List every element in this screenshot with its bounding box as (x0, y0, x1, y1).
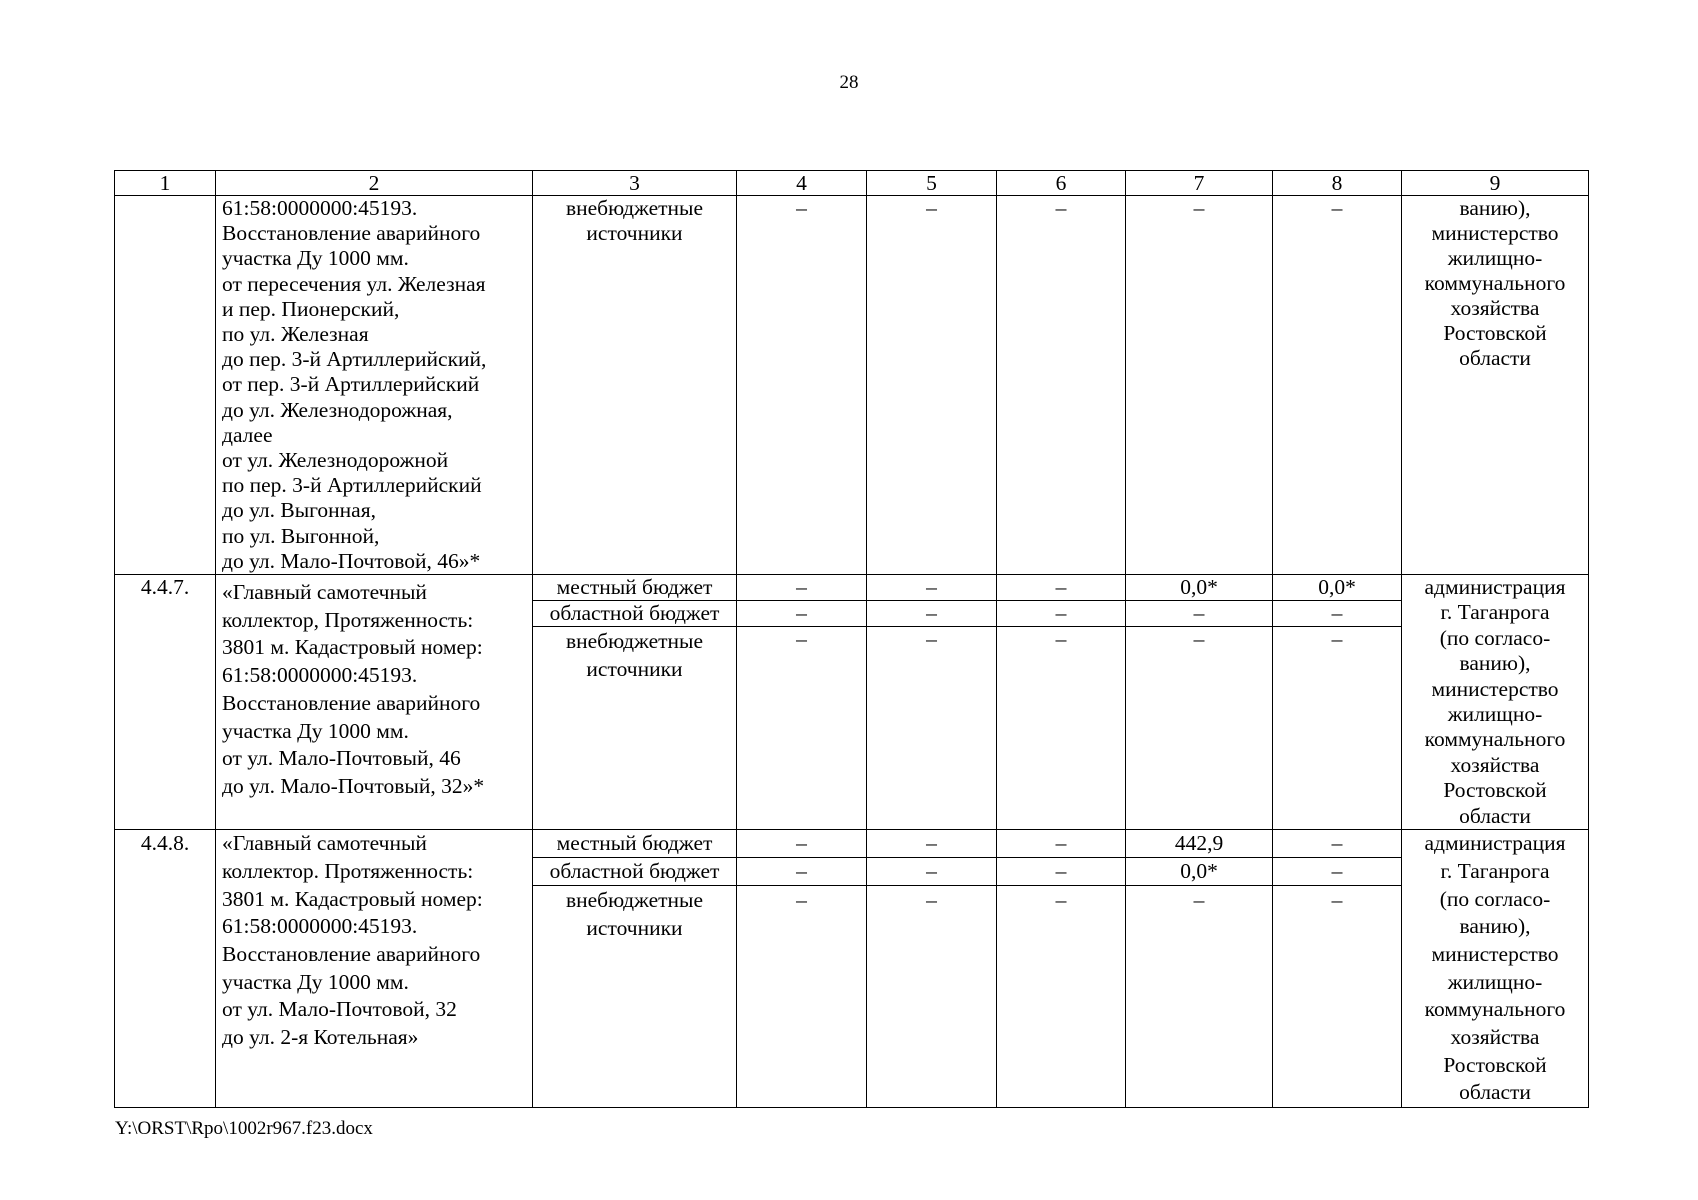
value-col-6: – (997, 886, 1126, 1108)
header-col-1: 1 (115, 171, 216, 196)
value-col-5: – (867, 601, 997, 627)
source-name: внебюджетные источники (533, 886, 737, 1108)
row-number (115, 196, 216, 575)
value-col-4: – (737, 886, 867, 1108)
value-col-7: – (1126, 601, 1273, 627)
table-row (115, 830, 1589, 858)
source-name: областной бюджет (533, 858, 737, 886)
source-name: внебюджетные источники (533, 196, 737, 575)
value-col-7: 0,0* (1126, 575, 1273, 601)
header-col-5: 5 (867, 171, 997, 196)
value-col-7: – (1126, 627, 1273, 830)
header-row (115, 171, 1589, 196)
page-number: 28 (839, 72, 859, 93)
value-col-4: – (737, 601, 867, 627)
row-description: «Главный самотечный коллектор, Протяженность: 3801 м. Кадастровый номер: 61:58:0000000:45193. Восстановление аварийного участка Ду 1000 мм. от ул. Мало-Почтовый, 46 до ул. Мало-Почтовый, 32»* (216, 575, 533, 830)
header-col-8: 8 (1273, 171, 1402, 196)
responsible-executor: администрация г. Таганрога (по согласо- ванию), министерство жилищно- коммунального хозяйства Ростовской области (1402, 830, 1589, 1108)
value-col-5: – (867, 575, 997, 601)
value-col-4: – (737, 830, 867, 858)
value-col-7: – (1126, 196, 1273, 575)
row-description: «Главный самотечный коллектор. Протяженность: 3801 м. Кадастровый номер: 61:58:0000000:45193. Восстановление аварийного участка Ду 1000 мм. от ул. Мало-Почтовой, 32 до ул. 2-я Котельная» (216, 830, 533, 1108)
header-col-4: 4 (737, 171, 867, 196)
value-col-6: – (997, 830, 1126, 858)
file-path-footer: Y:\ORST\Rpo\1002r967.f23.docx (115, 1118, 373, 1139)
responsible-executor: ванию), министерство жилищно- коммунального хозяйства Ростовской области (1402, 196, 1589, 575)
value-col-6: – (997, 575, 1126, 601)
value-col-4: – (737, 627, 867, 830)
source-name: местный бюджет (533, 830, 737, 858)
value-col-5: – (867, 196, 997, 575)
value-col-8: 0,0* (1273, 575, 1402, 601)
value-col-4: – (737, 858, 867, 886)
value-col-8: – (1273, 886, 1402, 1108)
header-col-6: 6 (997, 171, 1126, 196)
value-col-8: – (1273, 858, 1402, 886)
value-col-7: – (1126, 886, 1273, 1108)
source-name: внебюджетные источники (533, 627, 737, 830)
value-col-7: 0,0* (1126, 858, 1273, 886)
responsible-executor: администрация г. Таганрога (по согласо- ванию), министерство жилищно- коммунального хозяйства Ростовской области (1402, 575, 1589, 830)
source-name: областной бюджет (533, 601, 737, 627)
value-col-6: – (997, 627, 1126, 830)
value-col-6: – (997, 601, 1126, 627)
value-col-4: – (737, 575, 867, 601)
value-col-5: – (867, 886, 997, 1108)
header-col-3: 3 (533, 171, 737, 196)
value-col-6: – (997, 858, 1126, 886)
row-number: 4.4.8. (115, 830, 216, 1108)
value-col-8: – (1273, 601, 1402, 627)
value-col-8: – (1273, 830, 1402, 858)
header-col-7: 7 (1126, 171, 1273, 196)
value-col-7: 442,9 (1126, 830, 1273, 858)
value-col-5: – (867, 858, 997, 886)
value-col-5: – (867, 830, 997, 858)
program-table (114, 170, 1589, 1108)
row-number: 4.4.7. (115, 575, 216, 830)
header-col-9: 9 (1402, 171, 1589, 196)
row-description: 61:58:0000000:45193. Восстановление аварийного участка Ду 1000 мм. от пересечения ул. Железная и пер. Пионерский, по ул. Железная до пер. 3-й Артиллерийский, от пер. 3-й Артиллерийский до ул. Железнодорожная, далее от ул. Железнодорожной по пер. 3-й Артиллерийский до ул. Выгонная, по ул. Выгонной, до ул. Мало-Почтовой, 46»* (216, 196, 533, 575)
value-col-8: – (1273, 627, 1402, 830)
value-col-4: – (737, 196, 867, 575)
value-col-5: – (867, 627, 997, 830)
header-col-2: 2 (216, 171, 533, 196)
table-row (115, 196, 1589, 575)
source-name: местный бюджет (533, 575, 737, 601)
value-col-8: – (1273, 196, 1402, 575)
table-row (115, 575, 1589, 601)
value-col-6: – (997, 196, 1126, 575)
